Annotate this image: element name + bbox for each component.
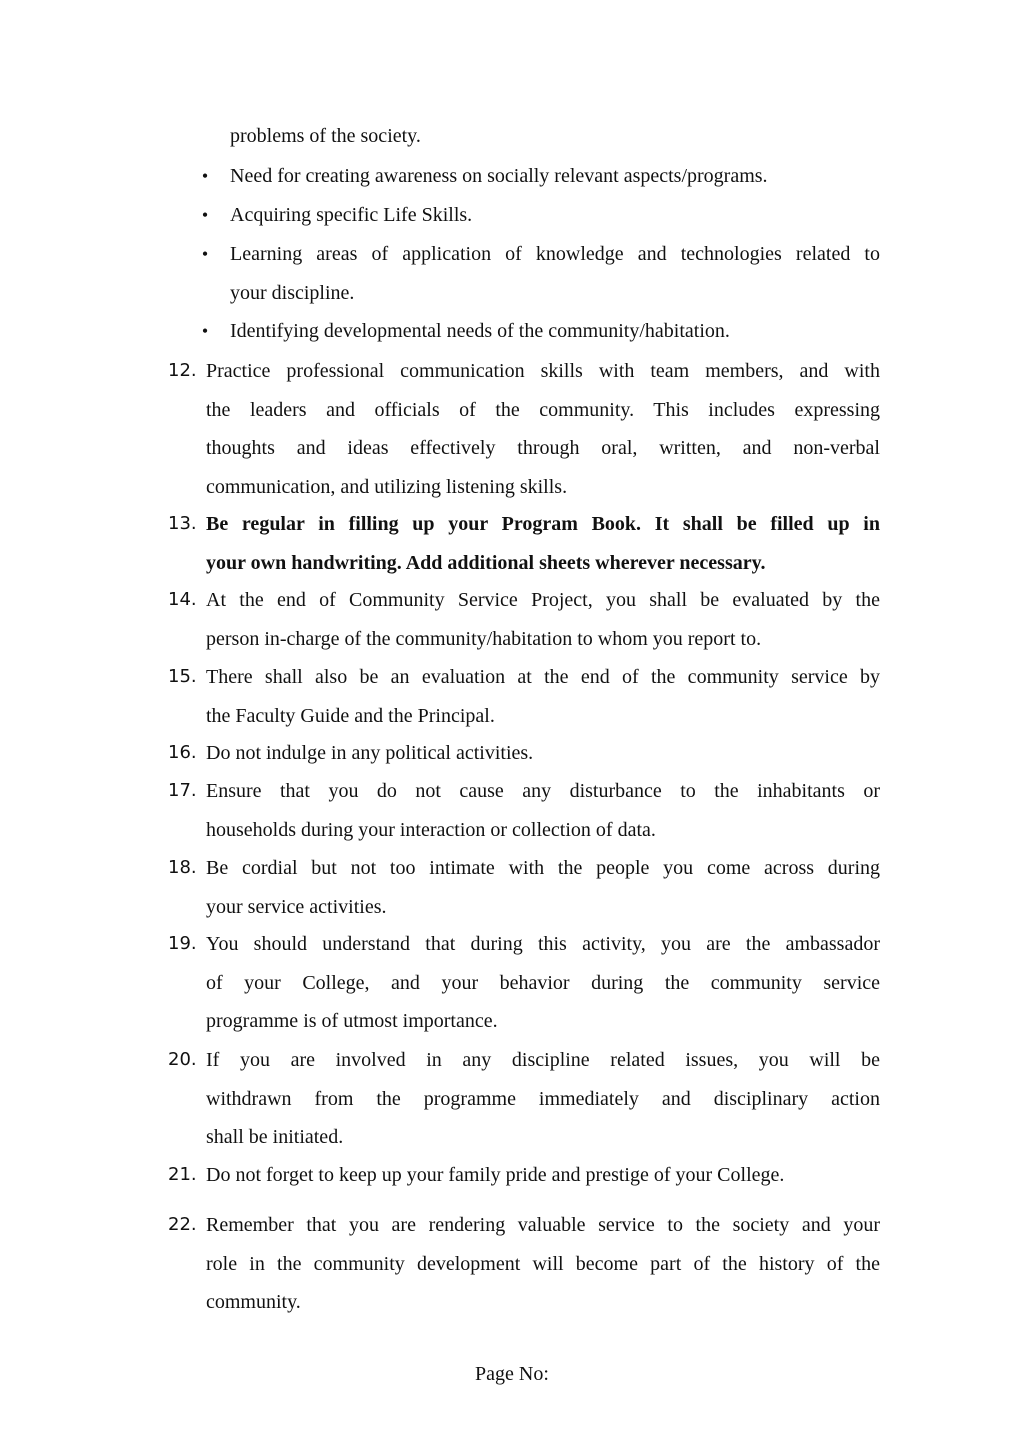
item-text: shall be initiated.: [206, 1126, 344, 1148]
item-text: Remember that you are rendering valuable service to the society and your: [206, 1214, 880, 1236]
item-text: programme is of utmost importance.: [206, 1010, 498, 1032]
item-text: communication, and utilizing listening skills.: [206, 475, 568, 498]
item-text: thoughts and ideas effectively through oral, written, and non-verbal: [206, 437, 880, 459]
page-footer: Page No:: [475, 1363, 549, 1385]
item-number: 21.: [168, 1164, 197, 1185]
item-text: Do not forget to keep up your family pride and prestige of your College.: [206, 1164, 785, 1186]
item-text: Practice professional communication skills with team members, and with: [206, 360, 880, 382]
item-number: 17.: [168, 780, 197, 801]
item-text: withdrawn from the programme immediately and disciplinary action: [206, 1087, 880, 1110]
item-text: your service activities.: [206, 895, 387, 918]
bullet-text: Need for creating awareness on socially relevant aspects/programs.: [230, 165, 768, 187]
item-text: role in the community development will become part of the history of the: [206, 1252, 880, 1275]
bullet-marker: •: [201, 321, 209, 341]
item-text: If you are involved in any discipline related issues, you will be: [206, 1049, 880, 1071]
bullet-text: your discipline.: [230, 281, 355, 304]
bullet-text: Acquiring specific Life Skills.: [230, 204, 473, 226]
bullet-text: Learning areas of application of knowledge and technologies related to: [230, 243, 880, 265]
item-text: households during your interaction or collection of data.: [206, 818, 656, 841]
item-text: the Faculty Guide and the Principal.: [206, 704, 495, 727]
item-text: your own handwriting. Add additional sheets wherever necessary.: [206, 551, 766, 574]
item-text: Be cordial but not too intimate with the people you come across during: [206, 857, 880, 879]
bullet-marker: •: [201, 205, 209, 225]
item-text: of your College, and your behavior during the community service: [206, 971, 880, 994]
item-number: 18.: [168, 857, 197, 878]
item-text: community.: [206, 1291, 301, 1313]
item-text: the leaders and officials of the community. This includes expressing: [206, 398, 880, 421]
item-number: 15.: [168, 666, 197, 687]
item-number: 19.: [168, 933, 197, 954]
item-text: Do not indulge in any political activities.: [206, 742, 534, 764]
item-text: At the end of Community Service Project, you shall be evaluated by the: [206, 589, 880, 611]
bullet-marker: •: [201, 244, 209, 264]
item-text: Be regular in filling up your Program Book. It shall be filled up in: [206, 513, 880, 535]
bullet-marker: •: [201, 166, 209, 186]
item-number: 22.: [168, 1214, 197, 1235]
continued-line: problems of the society.: [230, 125, 421, 147]
item-number: 14.: [168, 589, 197, 610]
item-text: There shall also be an evaluation at the end of the community service by: [206, 666, 880, 688]
item-number: 13.: [168, 513, 197, 534]
item-text: You should understand that during this activity, you are the ambassador: [206, 933, 880, 955]
item-text: Ensure that you do not cause any disturbance to the inhabitants or: [206, 780, 880, 802]
item-text: person in-charge of the community/habitation to whom you report to.: [206, 627, 762, 650]
item-number: 16.: [168, 742, 197, 763]
item-number: 20.: [168, 1049, 197, 1070]
item-number: 12.: [168, 360, 197, 381]
bullet-text: Identifying developmental needs of the community/habitation.: [230, 320, 730, 342]
